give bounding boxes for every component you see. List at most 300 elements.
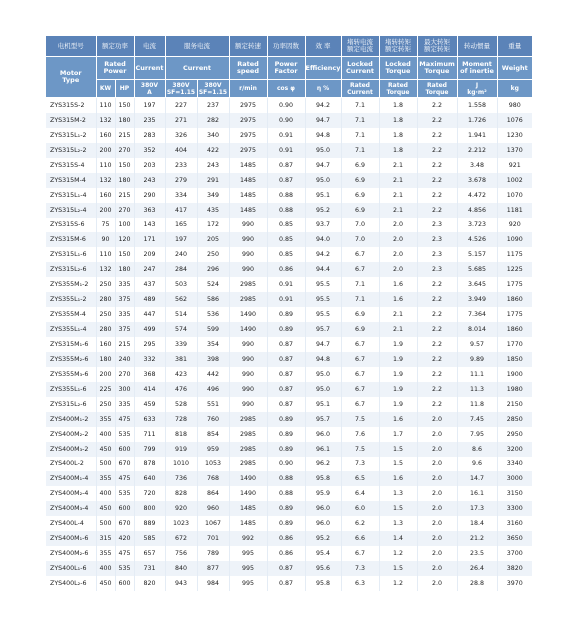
value-cell: 0.89 — [267, 516, 305, 531]
value-cell: 6.9 — [341, 158, 379, 173]
value-cell: 6.4 — [341, 486, 379, 501]
model-cell: ZYS315M-4 — [46, 173, 96, 188]
header-cn-locked-current: 堵转电流 额定电流 — [341, 36, 379, 57]
value-cell: 0.87 — [267, 576, 305, 591]
value-cell: 3820 — [497, 561, 532, 576]
value-cell: 7.0 — [341, 218, 379, 233]
value-cell: 282 — [197, 113, 229, 128]
value-cell: 95.4 — [305, 546, 341, 561]
value-cell: 240 — [165, 247, 197, 262]
value-cell: 633 — [134, 412, 165, 427]
value-cell: 0.89 — [267, 442, 305, 457]
table-row — [46, 531, 532, 546]
header-en-motor-type: Motor Type — [46, 57, 96, 98]
value-cell: 7.5 — [341, 412, 379, 427]
value-cell: 400 — [96, 427, 115, 442]
value-cell: 95.0 — [305, 173, 341, 188]
value-cell: 728 — [165, 412, 197, 427]
value-cell: 1.9 — [379, 352, 417, 367]
value-cell: 7.45 — [457, 412, 497, 427]
value-cell: 2.0 — [417, 471, 457, 486]
value-cell: 1.9 — [379, 382, 417, 397]
value-cell: 90 — [96, 232, 115, 247]
value-cell: 524 — [197, 277, 229, 292]
value-cell: 0.87 — [267, 382, 305, 397]
value-cell: 1485 — [229, 173, 267, 188]
value-cell: 250 — [96, 277, 115, 292]
value-cell: 2.0 — [379, 218, 417, 233]
value-cell: 2975 — [229, 113, 267, 128]
value-cell: 2.2 — [417, 292, 457, 307]
value-cell: 995 — [229, 576, 267, 591]
model-cell: ZYS355M-4 — [46, 307, 96, 322]
value-cell: 1023 — [165, 516, 197, 531]
value-cell: 2.0 — [379, 262, 417, 277]
value-cell: 2.1 — [379, 158, 417, 173]
header-cn-service-current: 服务电流 — [165, 36, 229, 57]
unit-rated-torque-1: Rated Torque — [379, 80, 417, 98]
value-cell: 368 — [134, 367, 165, 382]
value-cell: 670 — [115, 457, 134, 472]
value-cell: 0.88 — [267, 203, 305, 218]
value-cell: 442 — [197, 367, 229, 382]
value-cell: 990 — [229, 397, 267, 412]
value-cell: 235 — [134, 113, 165, 128]
value-cell: 0.85 — [267, 247, 305, 262]
model-cell: ZYS400M₃-2 — [46, 442, 96, 457]
value-cell: 1850 — [497, 352, 532, 367]
value-cell: 2.1 — [379, 307, 417, 322]
table-row — [46, 262, 532, 277]
value-cell: 2.0 — [379, 247, 417, 262]
unit-kg: kg — [497, 80, 532, 98]
unit-current-a: 380V A — [134, 80, 165, 98]
value-cell: 6.9 — [341, 203, 379, 218]
value-cell: 100 — [115, 218, 134, 233]
value-cell: 2.2 — [417, 173, 457, 188]
value-cell: 828 — [165, 486, 197, 501]
model-cell: ZYS315L₂-2 — [46, 143, 96, 158]
value-cell: 2.0 — [417, 442, 457, 457]
value-cell: 2150 — [497, 397, 532, 412]
value-cell: 475 — [115, 412, 134, 427]
table-row — [46, 486, 532, 501]
value-cell: 1900 — [497, 367, 532, 382]
value-cell: 2.2 — [417, 143, 457, 158]
table-row — [46, 561, 532, 576]
value-cell: 381 — [165, 352, 197, 367]
value-cell: 990 — [229, 367, 267, 382]
value-cell: 6.9 — [341, 173, 379, 188]
model-cell: ZYS315L₁-4 — [46, 188, 96, 203]
value-cell: 1.7 — [379, 427, 417, 442]
value-cell: 340 — [197, 128, 229, 143]
table-row — [46, 158, 532, 173]
table-row — [46, 546, 532, 561]
value-cell: 8.014 — [457, 322, 497, 337]
value-cell: 820 — [134, 576, 165, 591]
value-cell: 1775 — [497, 307, 532, 322]
value-cell: 7.1 — [341, 98, 379, 113]
value-cell: 1.6 — [379, 292, 417, 307]
value-cell: 9.6 — [457, 457, 497, 472]
value-cell: 94.8 — [305, 128, 341, 143]
value-cell: 1.5 — [379, 442, 417, 457]
value-cell: 355 — [96, 546, 115, 561]
value-cell: 110 — [96, 247, 115, 262]
value-cell: 2.0 — [417, 546, 457, 561]
value-cell: 2.2 — [417, 158, 457, 173]
value-cell: 132 — [96, 173, 115, 188]
table-row — [46, 457, 532, 472]
value-cell: 423 — [165, 367, 197, 382]
value-cell: 437 — [134, 277, 165, 292]
value-cell: 921 — [497, 158, 532, 173]
table-row — [46, 337, 532, 352]
header-cn-power-factor: 功率因数 — [267, 36, 305, 57]
model-cell: ZYS400L₂-6 — [46, 576, 96, 591]
value-cell: 11.3 — [457, 382, 497, 397]
value-cell: 459 — [134, 397, 165, 412]
value-cell: 450 — [96, 501, 115, 516]
value-cell: 2.1 — [379, 322, 417, 337]
value-cell: 414 — [134, 382, 165, 397]
value-cell: 295 — [134, 337, 165, 352]
value-cell: 920 — [165, 501, 197, 516]
value-cell: 1010 — [165, 457, 197, 472]
value-cell: 1.3 — [379, 516, 417, 531]
value-cell: 205 — [197, 232, 229, 247]
value-cell: 585 — [134, 531, 165, 546]
value-cell: 7.1 — [341, 277, 379, 292]
header-en-locked-current: Locked Current — [341, 57, 379, 80]
value-cell: 96.0 — [305, 501, 341, 516]
value-cell: 7.1 — [341, 128, 379, 143]
value-cell: 96.0 — [305, 427, 341, 442]
value-cell: 9.89 — [457, 352, 497, 367]
value-cell: 1490 — [229, 486, 267, 501]
value-cell: 2.2 — [417, 367, 457, 382]
table-row — [46, 322, 532, 337]
value-cell: 447 — [134, 307, 165, 322]
value-cell: 2.2 — [417, 352, 457, 367]
value-cell: 736 — [165, 471, 197, 486]
value-cell: 1.9 — [379, 367, 417, 382]
value-cell: 1090 — [497, 232, 532, 247]
model-cell: ZYS315S-2 — [46, 98, 96, 113]
model-cell: ZYS315M₁-6 — [46, 337, 96, 352]
header-en-rated-power: Rated Power — [96, 57, 134, 80]
value-cell: 283 — [134, 128, 165, 143]
value-cell: 2.2 — [417, 203, 457, 218]
value-cell: 475 — [115, 546, 134, 561]
value-cell: 2.3 — [417, 218, 457, 233]
value-cell: 355 — [96, 471, 115, 486]
value-cell: 2.2 — [417, 188, 457, 203]
value-cell: 0.86 — [267, 546, 305, 561]
value-cell: 2985 — [229, 292, 267, 307]
value-cell: 0.90 — [267, 457, 305, 472]
value-cell: 1181 — [497, 203, 532, 218]
value-cell: 1370 — [497, 143, 532, 158]
value-cell: 0.87 — [267, 173, 305, 188]
value-cell: 0.87 — [267, 561, 305, 576]
model-cell: ZYS400M₁-2 — [46, 412, 96, 427]
value-cell: 95.2 — [305, 531, 341, 546]
value-cell: 959 — [197, 442, 229, 457]
value-cell: 291 — [197, 173, 229, 188]
value-cell: 731 — [134, 561, 165, 576]
value-cell: 2.2 — [417, 113, 457, 128]
value-cell: 95.5 — [305, 277, 341, 292]
value-cell: 1.726 — [457, 113, 497, 128]
table-row — [46, 113, 532, 128]
model-cell: ZYS400L-2 — [46, 457, 96, 472]
header-cn-rated-power: 额定功率 — [96, 36, 134, 57]
model-cell: ZYS315M-2 — [46, 113, 96, 128]
value-cell: 1490 — [229, 322, 267, 337]
value-cell: 0.87 — [267, 397, 305, 412]
model-cell: ZYS400L-4 — [46, 516, 96, 531]
value-cell: 599 — [197, 322, 229, 337]
value-cell: 150 — [115, 158, 134, 173]
value-cell: 2985 — [229, 442, 267, 457]
value-cell: 995 — [229, 561, 267, 576]
header-en-moment: Moment of inertie — [457, 57, 497, 80]
model-cell: ZYS355M₁-2 — [46, 277, 96, 292]
header-cn-moment: 转动惯量 — [457, 36, 497, 57]
value-cell: 1485 — [229, 203, 267, 218]
value-cell: 16.1 — [457, 486, 497, 501]
value-cell: 720 — [134, 486, 165, 501]
table-row — [46, 232, 532, 247]
value-cell: 110 — [96, 158, 115, 173]
value-cell: 0.91 — [267, 143, 305, 158]
model-cell: ZYS355M₃-6 — [46, 367, 96, 382]
value-cell: 4.526 — [457, 232, 497, 247]
value-cell: 233 — [165, 158, 197, 173]
value-cell: 93.7 — [305, 218, 341, 233]
value-cell: 992 — [229, 531, 267, 546]
value-cell: 215 — [115, 188, 134, 203]
value-cell: 4.472 — [457, 188, 497, 203]
value-cell: 243 — [134, 173, 165, 188]
model-cell: ZYS315L₂-6 — [46, 262, 96, 277]
value-cell: 672 — [165, 531, 197, 546]
value-cell: 250 — [96, 307, 115, 322]
value-cell: 280 — [96, 292, 115, 307]
table-row — [46, 397, 532, 412]
value-cell: 2.0 — [417, 427, 457, 442]
value-cell: 600 — [115, 442, 134, 457]
value-cell: 1485 — [229, 188, 267, 203]
value-cell: 300 — [115, 382, 134, 397]
value-cell: 95.8 — [305, 471, 341, 486]
model-cell: ZYS355L₁-6 — [46, 382, 96, 397]
value-cell: 94.0 — [305, 232, 341, 247]
value-cell: 562 — [165, 292, 197, 307]
value-cell: 270 — [115, 143, 134, 158]
value-cell: 0.87 — [267, 337, 305, 352]
header-cn-current: 电流 — [134, 36, 165, 57]
table-row — [46, 203, 532, 218]
value-cell: 243 — [197, 158, 229, 173]
header-cn-max-torque: 最大转矩 额定转矩 — [417, 36, 457, 57]
value-cell: 984 — [197, 576, 229, 591]
value-cell: 332 — [134, 352, 165, 367]
value-cell: 28.8 — [457, 576, 497, 591]
value-cell: 203 — [134, 158, 165, 173]
value-cell: 6.3 — [341, 576, 379, 591]
unit-inertia: J kg·m² — [457, 80, 497, 98]
value-cell: 0.89 — [267, 427, 305, 442]
value-cell: 160 — [96, 128, 115, 143]
unit-service-current-2: 380V SF=1.15 — [198, 81, 228, 96]
value-cell: 94.2 — [305, 98, 341, 113]
model-cell: ZYS315S-4 — [46, 158, 96, 173]
value-cell: 0.87 — [267, 367, 305, 382]
value-cell: 9.57 — [457, 337, 497, 352]
header-cn-efficiency: 效 率 — [305, 36, 341, 57]
value-cell: 171 — [134, 232, 165, 247]
header-en-rated-speed: Rated speed — [229, 57, 267, 80]
value-cell: 450 — [96, 442, 115, 457]
value-cell: 3.949 — [457, 292, 497, 307]
value-cell: 1770 — [497, 337, 532, 352]
value-cell: 227 — [165, 98, 197, 113]
value-cell: 0.89 — [267, 501, 305, 516]
value-cell: 7.364 — [457, 307, 497, 322]
model-cell: ZYS400M₁-6 — [46, 531, 96, 546]
value-cell: 1490 — [229, 471, 267, 486]
value-cell: 11.8 — [457, 397, 497, 412]
value-cell: 315 — [96, 531, 115, 546]
value-cell: 995 — [229, 546, 267, 561]
value-cell: 1.5 — [379, 561, 417, 576]
value-cell: 535 — [115, 486, 134, 501]
value-cell: 375 — [115, 292, 134, 307]
table-row — [46, 173, 532, 188]
table-row — [46, 218, 532, 233]
header-row-en — [46, 57, 532, 80]
value-cell: 6.7 — [341, 367, 379, 382]
value-cell: 94.4 — [305, 262, 341, 277]
value-cell: 404 — [165, 143, 197, 158]
value-cell: 435 — [197, 203, 229, 218]
value-cell: 2950 — [497, 427, 532, 442]
table-row — [46, 143, 532, 158]
value-cell: 150 — [115, 98, 134, 113]
value-cell: 7.5 — [341, 442, 379, 457]
value-cell: 7.6 — [341, 427, 379, 442]
table-body — [46, 98, 532, 591]
value-cell: 3200 — [497, 442, 532, 457]
value-cell: 1070 — [497, 188, 532, 203]
value-cell: 1.8 — [379, 98, 417, 113]
value-cell: 0.90 — [267, 113, 305, 128]
value-cell: 0.89 — [267, 412, 305, 427]
value-cell: 335 — [115, 397, 134, 412]
value-cell: 95.5 — [305, 292, 341, 307]
table-row — [46, 292, 532, 307]
value-cell: 3300 — [497, 501, 532, 516]
value-cell: 6.9 — [341, 322, 379, 337]
value-cell: 920 — [497, 218, 532, 233]
value-cell: 110 — [96, 98, 115, 113]
value-cell: 877 — [197, 561, 229, 576]
value-cell: 270 — [115, 367, 134, 382]
header-en-max-torque: Maximum Torque — [417, 57, 457, 80]
value-cell: 400 — [96, 561, 115, 576]
value-cell: 2.0 — [417, 561, 457, 576]
model-cell: ZYS355L₁-2 — [46, 292, 96, 307]
value-cell: 95.8 — [305, 576, 341, 591]
value-cell: 2.2 — [417, 307, 457, 322]
value-cell: 990 — [229, 337, 267, 352]
table-row — [46, 367, 532, 382]
value-cell: 5.157 — [457, 247, 497, 262]
value-cell: 496 — [197, 382, 229, 397]
value-cell: 160 — [96, 188, 115, 203]
value-cell: 355 — [96, 412, 115, 427]
value-cell: 2.1 — [379, 203, 417, 218]
value-cell: 1485 — [229, 158, 267, 173]
value-cell: 75 — [96, 218, 115, 233]
value-cell: 574 — [165, 322, 197, 337]
model-cell: ZYS400L₁-6 — [46, 561, 96, 576]
value-cell: 960 — [197, 501, 229, 516]
model-cell: ZYS315L₂-4 — [46, 203, 96, 218]
value-cell: 23.5 — [457, 546, 497, 561]
table-row — [46, 277, 532, 292]
value-cell: 1230 — [497, 128, 532, 143]
value-cell: 6.7 — [341, 382, 379, 397]
value-cell: 1.6 — [379, 471, 417, 486]
value-cell: 500 — [96, 457, 115, 472]
value-cell: 0.91 — [267, 277, 305, 292]
value-cell: 3970 — [497, 576, 532, 591]
value-cell: 6.7 — [341, 337, 379, 352]
value-cell: 6.9 — [341, 188, 379, 203]
value-cell: 95.1 — [305, 397, 341, 412]
value-cell: 363 — [134, 203, 165, 218]
value-cell: 398 — [197, 352, 229, 367]
value-cell: 990 — [229, 262, 267, 277]
value-cell: 160 — [96, 337, 115, 352]
model-cell: ZYS400M₂-6 — [46, 546, 96, 561]
value-cell: 95.7 — [305, 412, 341, 427]
value-cell: 95.9 — [305, 486, 341, 501]
value-cell: 354 — [197, 337, 229, 352]
value-cell: 2975 — [229, 128, 267, 143]
value-cell: 417 — [165, 203, 197, 218]
value-cell: 3.723 — [457, 218, 497, 233]
value-cell: 3.678 — [457, 173, 497, 188]
value-cell: 760 — [197, 412, 229, 427]
value-cell: 375 — [115, 322, 134, 337]
value-cell: 990 — [229, 352, 267, 367]
value-cell: 0.91 — [267, 292, 305, 307]
value-cell: 200 — [96, 143, 115, 158]
value-cell: 96.0 — [305, 516, 341, 531]
value-cell: 3.48 — [457, 158, 497, 173]
value-cell: 1.5 — [379, 501, 417, 516]
value-cell: 799 — [134, 442, 165, 457]
value-cell: 2.3 — [417, 262, 457, 277]
value-cell: 657 — [134, 546, 165, 561]
value-cell: 878 — [134, 457, 165, 472]
header-cn-rated-speed: 额定转速 — [229, 36, 267, 57]
